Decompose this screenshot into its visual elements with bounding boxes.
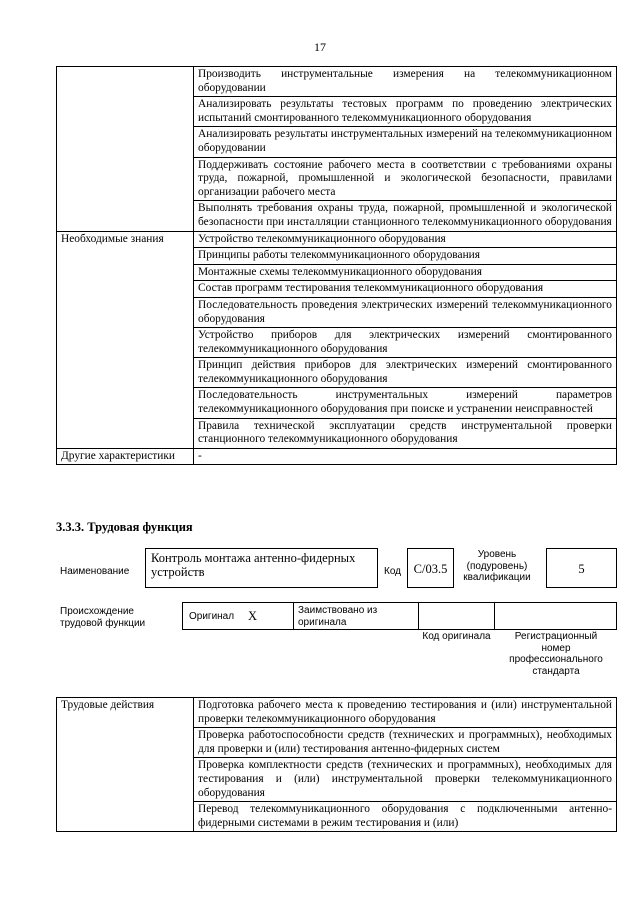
table-row bbox=[57, 698, 617, 728]
borrowed-label: Заимствовано из оригинала bbox=[298, 605, 378, 628]
labor-actions-table bbox=[56, 697, 617, 832]
row-item: Состав программ тестирования телекоммуникационного оборудования bbox=[194, 281, 617, 298]
row-label: Трудовые действия bbox=[57, 698, 194, 832]
level-value: 5 bbox=[578, 562, 585, 576]
origin-label: Происхождение трудовой функции bbox=[60, 606, 146, 629]
borrowed-cell bbox=[293, 602, 419, 630]
original-label: Оригинал bbox=[189, 611, 235, 622]
row-label: Другие характеристики bbox=[57, 448, 194, 465]
reg-number-label: Регистрационный номер профессионального стандарта bbox=[509, 631, 603, 677]
reg-number-cell bbox=[494, 602, 617, 630]
table-row bbox=[57, 67, 617, 97]
skills-knowledge-table bbox=[56, 66, 617, 465]
code-box bbox=[407, 548, 454, 588]
section-title: 3.3.3. Трудовая функция bbox=[56, 520, 193, 534]
table-row bbox=[57, 231, 617, 248]
row-item: Перевод телекоммуникационного оборудования с подключенными антенно-фидерными системами в режим тестирования и (или) bbox=[194, 802, 617, 832]
code-value: C/03.5 bbox=[413, 562, 448, 576]
name-label: Наименование bbox=[60, 566, 130, 577]
row-label: Необходимые знания bbox=[57, 231, 194, 448]
original-cell bbox=[182, 602, 294, 630]
function-name-value: Контроль монтажа антенно-фидерных устройств bbox=[151, 551, 356, 579]
row-item: Монтажные схемы телекоммуникационного оборудования bbox=[194, 264, 617, 281]
row-item: - bbox=[194, 448, 617, 465]
origin-code-label: Код оригинала bbox=[422, 631, 491, 642]
table-row bbox=[57, 448, 617, 465]
row-item: Принцип действия приборов для электрических измерений смонтированного телекоммуникационного оборудования bbox=[194, 358, 617, 388]
row-item: Принципы работы телекоммуникационного оборудования bbox=[194, 248, 617, 265]
code-label: Код bbox=[384, 566, 402, 577]
row-item: Последовательность проведения электрических измерений телекоммуникационного оборудования bbox=[194, 297, 617, 327]
function-name-box bbox=[145, 548, 378, 588]
row-item: Производить инструментальные измерения на телекоммуникационном оборудовании bbox=[194, 67, 617, 97]
row-item: Проверка комплектности средств (технических и программных), необходимых для тестирования и (или) инструментальной проверки телекоммуникационного оборудования bbox=[194, 758, 617, 802]
row-item: Устройство приборов для электрических измерений смонтированного телекоммуникационного оборудования bbox=[194, 328, 617, 358]
row-item: Анализировать результаты инструментальных измерений на телекоммуникационном оборудовании bbox=[194, 127, 617, 157]
row-item: Проверка работоспособности средств (технических и программных), необходимых для проверки и (или) тестирования антенно-фидерных систем bbox=[194, 728, 617, 758]
row-item: Устройство телекоммуникационного оборудования bbox=[194, 231, 617, 248]
row-item: Выполнять требования охраны труда, пожарной, промышленной и экологической безопасности при инсталляции станционного телекоммуникационного оборудования bbox=[194, 201, 617, 231]
origin-code-cell bbox=[418, 602, 495, 630]
row-item: Поддерживать состояние рабочего места в соответствии с требованиями охраны труда, пожарной, промышленной и экологической безопасности, правилами организации рабочего места bbox=[194, 157, 617, 201]
row-item: Правила технической эксплуатации средств инструментальной проверки станционного телекоммуникационного оборудования bbox=[194, 418, 617, 448]
row-item: Анализировать результаты тестовых программ по проведению электрических испытаний смонтированного телекоммуникационного оборудования bbox=[194, 97, 617, 127]
row-item: Подготовка рабочего места к проведению тестирования и (или) инструментальной проверки телекоммуникационного оборудования bbox=[194, 698, 617, 728]
page-number: 17 bbox=[314, 40, 326, 54]
row-label bbox=[57, 67, 194, 232]
original-mark: X bbox=[248, 609, 258, 623]
row-item: Последовательность инструментальных измерений параметров телекоммуникационного оборудования при поиске и устранении неисправностей bbox=[194, 388, 617, 418]
level-label: Уровень (подуровень) квалификации bbox=[463, 549, 531, 583]
level-box bbox=[546, 548, 617, 588]
